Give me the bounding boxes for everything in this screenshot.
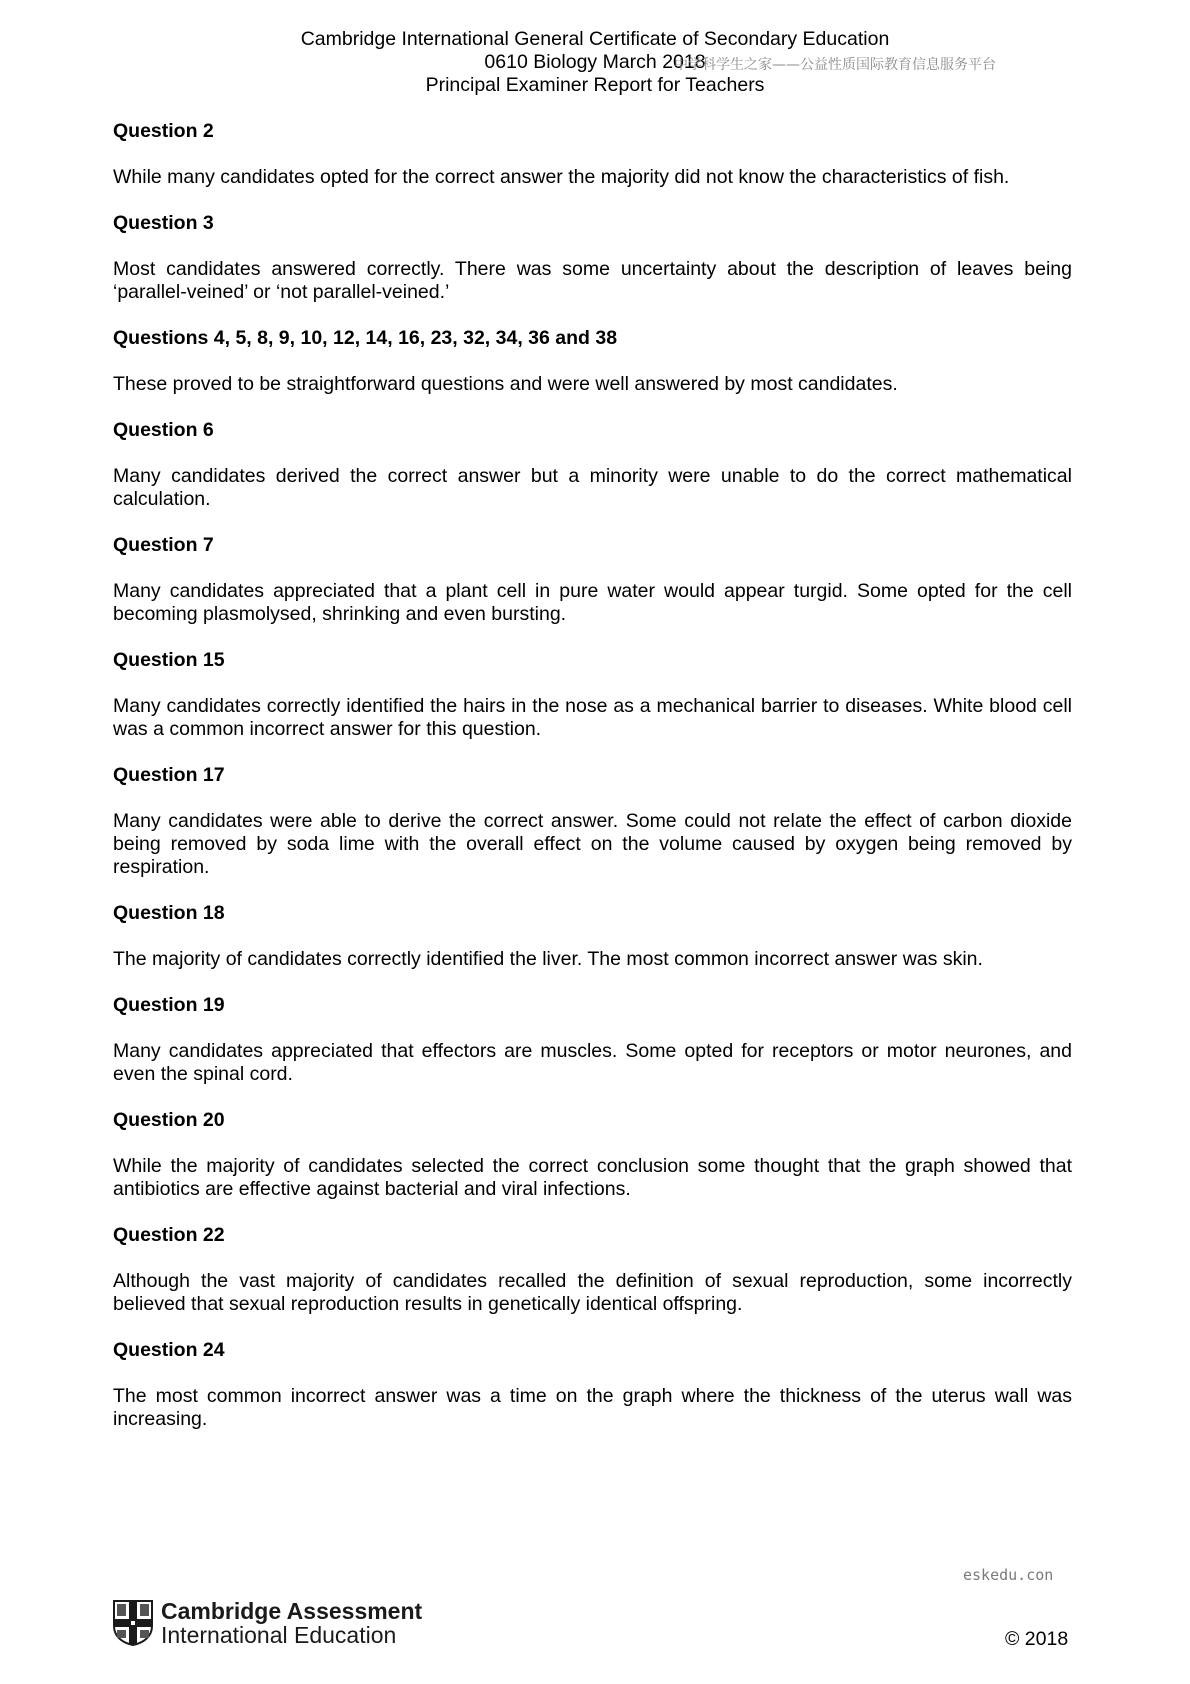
question-section [113,419,1072,511]
question-section [113,994,1072,1086]
question-section [113,764,1072,879]
copyright-notice: © 2018 [1005,1628,1069,1650]
question-comment: The most common incorrect answer was a time on the graph where the thickness of the uterus wall was increasing. [113,1385,1072,1430]
question-comment: Although the vast majority of candidates recalled the definition of sexual reproduction, some incorrectly believed that sexual reproduction results in genetically identical offspring. [113,1270,1072,1315]
report-body [113,120,1072,1454]
header-line-2: 0610 Biology March 2018 [484,51,706,73]
question-heading: Questions 4, 5, 8, 9, 10, 12, 14, 16, 23, 32, 34, 36 and 38 [113,327,618,349]
question-comment: Many candidates derived the correct answer but a minority were unable to do the correct mathematical calculation. [113,465,1072,510]
question-section [113,327,1072,396]
question-section [113,649,1072,741]
logo-line-1: Cambridge Assessment [161,1598,423,1624]
question-section [113,120,1072,189]
header-line-1: Cambridge International General Certificate of Secondary Education [300,28,890,50]
question-heading: Question 19 [113,994,225,1016]
question-section [113,534,1072,626]
question-section [113,1109,1072,1201]
question-section [113,1339,1072,1431]
question-section [113,212,1072,304]
cambridge-shield-icon [113,1600,153,1646]
question-comment: These proved to be straightforward questions and were well answered by most candidates. [113,373,898,395]
question-section [113,1224,1072,1316]
header-line-3: Principal Examiner Report for Teachers [425,74,765,96]
logo-line-2: International Education [161,1622,397,1648]
question-heading: Question 18 [113,902,225,924]
question-comment: The majority of candidates correctly identified the liver. The most common incorrect answer was skin. [113,948,983,970]
question-heading: Question 3 [113,212,214,234]
logo-wordmark [161,1599,422,1647]
question-comment: Many candidates correctly identified the hairs in the nose as a mechanical barrier to diseases. White blood cell was a common incorrect answer for this question. [113,695,1072,740]
question-heading: Question 2 [113,120,214,142]
cambridge-logo [113,1598,422,1648]
question-heading: Question 15 [113,649,225,671]
question-heading: Question 24 [113,1339,225,1361]
page-header [0,28,1190,97]
question-heading: Question 7 [113,534,214,556]
question-comment: Many candidates appreciated that a plant cell in pure water would appear turgid. Some opted for the cell becoming plasmolysed, shrinking and even bursting. [113,580,1072,625]
question-section [113,902,1072,971]
watermark-text: 中学科学生之家——公益性质国际教育信息服务平台 [674,57,996,73]
question-comment: Most candidates answered correctly. There was some uncertainty about the description of leaves being ‘parallel-veined’ or ‘not parallel-veined.’ [113,258,1072,303]
question-comment: Many candidates appreciated that effectors are muscles. Some opted for receptors or motor neurones, and even the spinal cord. [113,1040,1072,1085]
question-heading: Question 20 [113,1109,225,1131]
question-comment: Many candidates were able to derive the correct answer. Some could not relate the effect of carbon dioxide being removed by soda lime with the overall effect on the volume caused by oxygen being removed by respiration. [113,810,1072,878]
question-heading: Question 22 [113,1224,225,1246]
question-comment: While many candidates opted for the correct answer the majority did not know the characteristics of fish. [113,166,1010,188]
question-heading: Question 17 [113,764,225,786]
question-comment: While the majority of candidates selected the correct conclusion some thought that the graph showed that antibiotics are effective against bacterial and viral infections. [113,1155,1072,1200]
site-watermark: eskedu.con [963,1566,1054,1584]
question-heading: Question 6 [113,419,214,441]
